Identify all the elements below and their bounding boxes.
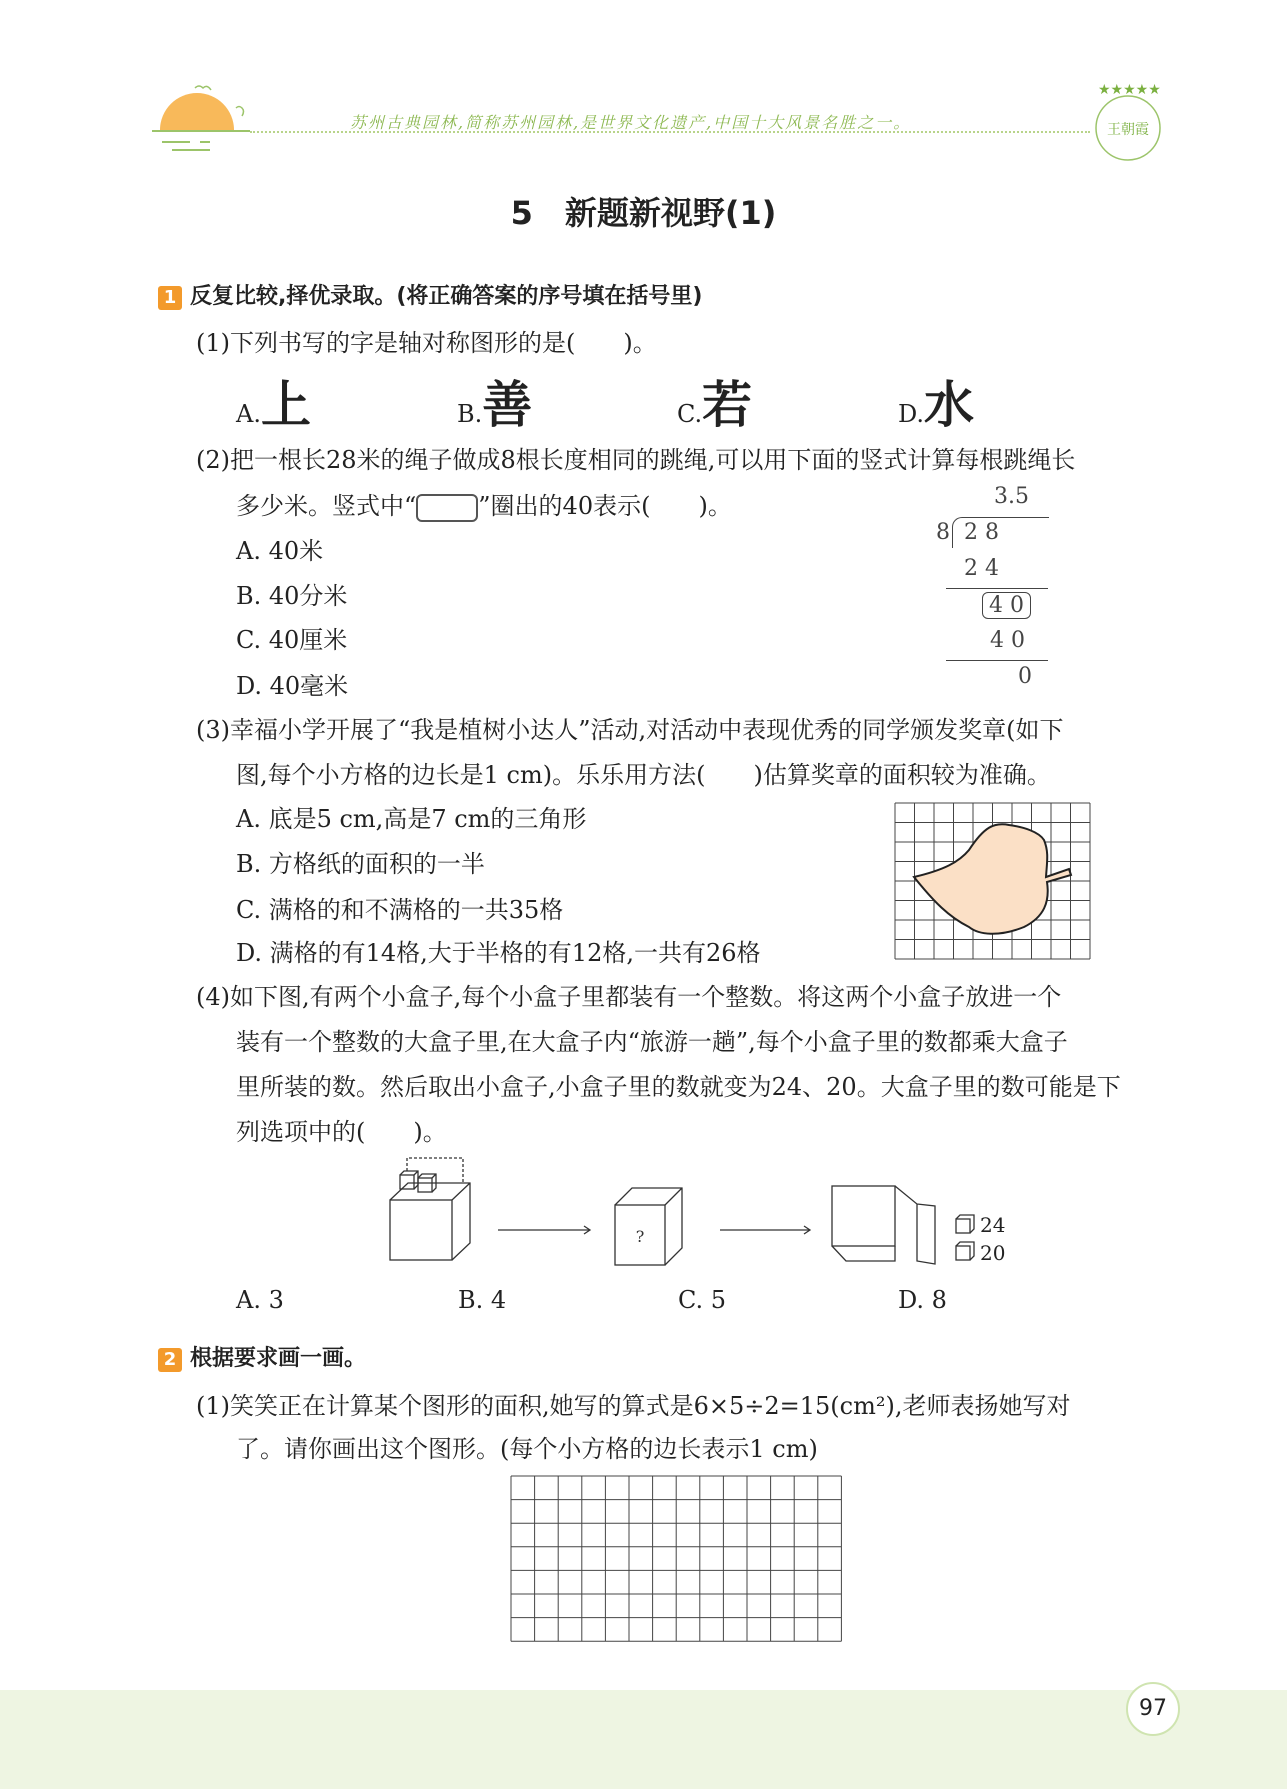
- q1-stem: (1)下列书写的字是轴对称图形的是( )。: [196, 329, 657, 357]
- q4-option-b: B. 4: [458, 1286, 507, 1314]
- long-division: [930, 484, 1050, 694]
- s2-q1-line1: (1)笑笑正在计算某个图形的面积,她写的算式是6×5÷2=15(cm²),老师表扬她写对: [196, 1392, 1071, 1420]
- leaf-medal-grid: [894, 802, 1094, 962]
- q2-option-d: D. 40毫米: [236, 672, 349, 700]
- q4-line3: 里所装的数。然后取出小盒子,小盒子里的数就变为24、20。大盒子里的数可能是下: [236, 1073, 1121, 1101]
- q2-text: 多少米。竖式中“: [236, 492, 417, 520]
- result-20: 20: [980, 1241, 1006, 1265]
- big-box-with-small-boxes: [390, 1158, 470, 1260]
- q4-line2: 装有一个整数的大盒子里,在大盒子内“旅游一趟”,每个小盒子里的数都乘大盒子: [236, 1028, 1068, 1056]
- q3-option-b: B. 方格纸的面积的一半: [236, 850, 485, 878]
- divisor: 8: [936, 520, 950, 545]
- option-label: D.: [898, 400, 925, 428]
- circled-remainder: 4 0: [982, 592, 1031, 619]
- q2-line2: [236, 486, 732, 522]
- q2-option-b: B. 40分米: [236, 582, 348, 610]
- dividend: 2 8: [964, 520, 999, 545]
- final-remainder: 0: [1018, 664, 1032, 689]
- section-heading-text: 反复比较,择优录取。(将正确答案的序号填在括号里): [190, 284, 703, 309]
- option-char: 上: [260, 376, 311, 434]
- opened-big-box: [832, 1186, 974, 1264]
- section-heading-text: 根据要求画一画。: [190, 1346, 367, 1371]
- division-line: [946, 660, 1048, 661]
- q1-option-d: [898, 365, 974, 437]
- brand-seal-logo: [1090, 78, 1170, 168]
- option-label: B.: [457, 400, 483, 428]
- question-mark: ?: [635, 1227, 645, 1246]
- page-number: 97: [1126, 1682, 1180, 1736]
- q3-option-a: A. 底是5 cm,高是7 cm的三角形: [236, 805, 587, 833]
- q3-line1: (3)幸福小学开展了“我是植树小达人”活动,对活动中表现优秀的同学颁发奖章(如下: [196, 716, 1064, 744]
- footer-band: [0, 1690, 1287, 1789]
- section-number: 2: [158, 1348, 182, 1372]
- quotient: 3.5: [994, 484, 1029, 509]
- option-label: C.: [677, 400, 703, 428]
- result-24: 24: [980, 1213, 1006, 1237]
- s2-q1-line2: 了。请你画出这个图形。(每个小方格的边长表示1 cm): [236, 1435, 818, 1463]
- rounded-box-symbol: [416, 494, 478, 522]
- section-2-heading: [158, 1341, 366, 1372]
- step-product: 4 0: [990, 628, 1025, 653]
- step-product: 2 4: [964, 556, 999, 581]
- drawing-grid[interactable]: [510, 1475, 844, 1645]
- q2-option-c: C. 40厘米: [236, 626, 348, 654]
- page-title: 5 新题新视野(1): [510, 194, 777, 232]
- option-char: 若: [702, 376, 753, 434]
- q3-line2: 图,每个小方格的边长是1 cm)。乐乐用方法( )估算奖章的面积较为准确。: [236, 761, 1051, 789]
- option-char: 善: [482, 376, 533, 434]
- arrow-icon: [720, 1226, 810, 1234]
- q3-option-c: C. 满格的和不满格的一共35格: [236, 896, 564, 924]
- q2-text: ”圈出的40表示( )。: [478, 492, 732, 520]
- boxes-diagram: [380, 1150, 1020, 1275]
- q1-option-a: [236, 365, 311, 437]
- header-slogan: 苏州古典园林,简称苏州园林,是世界文化遗产,中国十大风景名胜之一。: [350, 113, 912, 132]
- q1-option-c: [677, 365, 752, 437]
- q2-option-a: A. 40米: [236, 537, 324, 565]
- svg-text:王朝霞: 王朝霞: [1107, 122, 1149, 138]
- q4-line4: 列选项中的( )。: [236, 1118, 447, 1146]
- q4-option-d: D. 8: [898, 1286, 947, 1314]
- option-label: A.: [236, 400, 261, 428]
- division-line: [946, 588, 1048, 589]
- arrow-icon: [498, 1226, 590, 1234]
- section-number: 1: [158, 286, 182, 310]
- section-1-heading: [158, 279, 702, 310]
- box-with-question: [615, 1188, 682, 1265]
- option-char: 水: [924, 376, 975, 434]
- q4-option-a: A. 3: [236, 1286, 284, 1314]
- sunset-icon: [150, 80, 260, 160]
- q2-line1: (2)把一根长28米的绳子做成8根长度相同的跳绳,可以用下面的竖式计算每根跳绳长: [196, 446, 1076, 474]
- svg-text:★★★★★: ★★★★★: [1098, 82, 1161, 98]
- leaf-medal-shape: [914, 824, 1071, 934]
- q1-option-b: [457, 365, 532, 437]
- q4-line1: (4)如下图,有两个小盒子,每个小盒子里都装有一个整数。将这两个小盒子放进一个: [196, 983, 1062, 1011]
- q3-option-d: D. 满格的有14格,大于半格的有12格,一共有26格: [236, 939, 761, 967]
- q4-option-c: C. 5: [678, 1286, 727, 1314]
